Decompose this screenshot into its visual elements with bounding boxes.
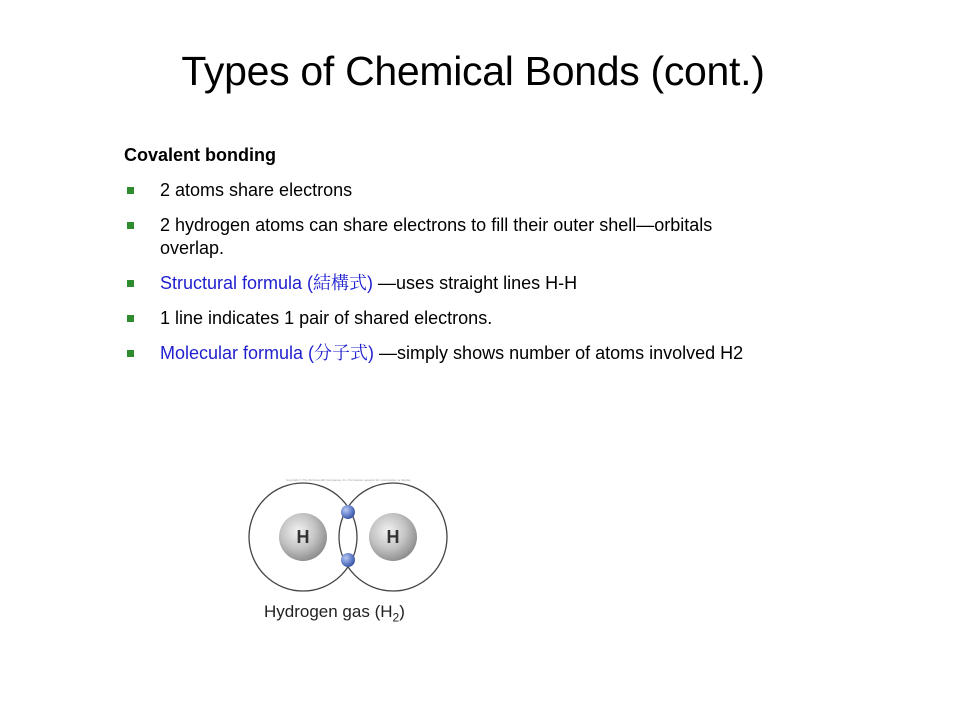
square-bullet-icon <box>127 315 134 322</box>
bullet-highlight-term: Molecular formula (分子式) <box>160 343 375 363</box>
hydrogen-molecule-figure <box>240 474 460 634</box>
slide-title: Types of Chemical Bonds (cont.) <box>181 48 765 94</box>
slide-content <box>124 145 764 377</box>
right-atom-label: H <box>386 527 400 547</box>
bullet-item <box>124 342 764 365</box>
shared-electron-top <box>341 505 355 519</box>
square-bullet-icon <box>127 222 134 229</box>
bullet-item <box>124 179 764 202</box>
square-bullet-icon <box>127 280 134 287</box>
bullet-item <box>124 272 764 295</box>
bullet-item <box>124 214 764 260</box>
copyright-notice: Copyright © The McGraw-Hill Companies, Inc. Permission required for reproduction or display. <box>286 478 412 482</box>
bullet-item <box>124 307 764 330</box>
bullet-text: —simply shows number of atoms involved H2 <box>374 343 744 363</box>
bullet-text: 2 atoms share electrons <box>160 180 353 200</box>
bullet-text: 1 line indicates 1 pair of shared electrons. <box>160 308 493 328</box>
square-bullet-icon <box>127 350 134 357</box>
square-bullet-icon <box>127 187 134 194</box>
bullet-list <box>124 179 764 365</box>
figure-caption: Hydrogen gas $(H_2)$ <box>264 602 405 625</box>
section-heading: Covalent bonding <box>124 145 276 165</box>
shared-electron-bottom <box>341 553 355 567</box>
left-atom-label: H <box>296 527 310 547</box>
bullet-text: 2 hydrogen atoms can share electrons to fill their outer shell—orbitals overlap. <box>160 215 713 258</box>
bullet-highlight-term: Structural formula (結構式) <box>160 273 374 293</box>
bullet-text: —uses straight lines H-H <box>373 273 578 293</box>
